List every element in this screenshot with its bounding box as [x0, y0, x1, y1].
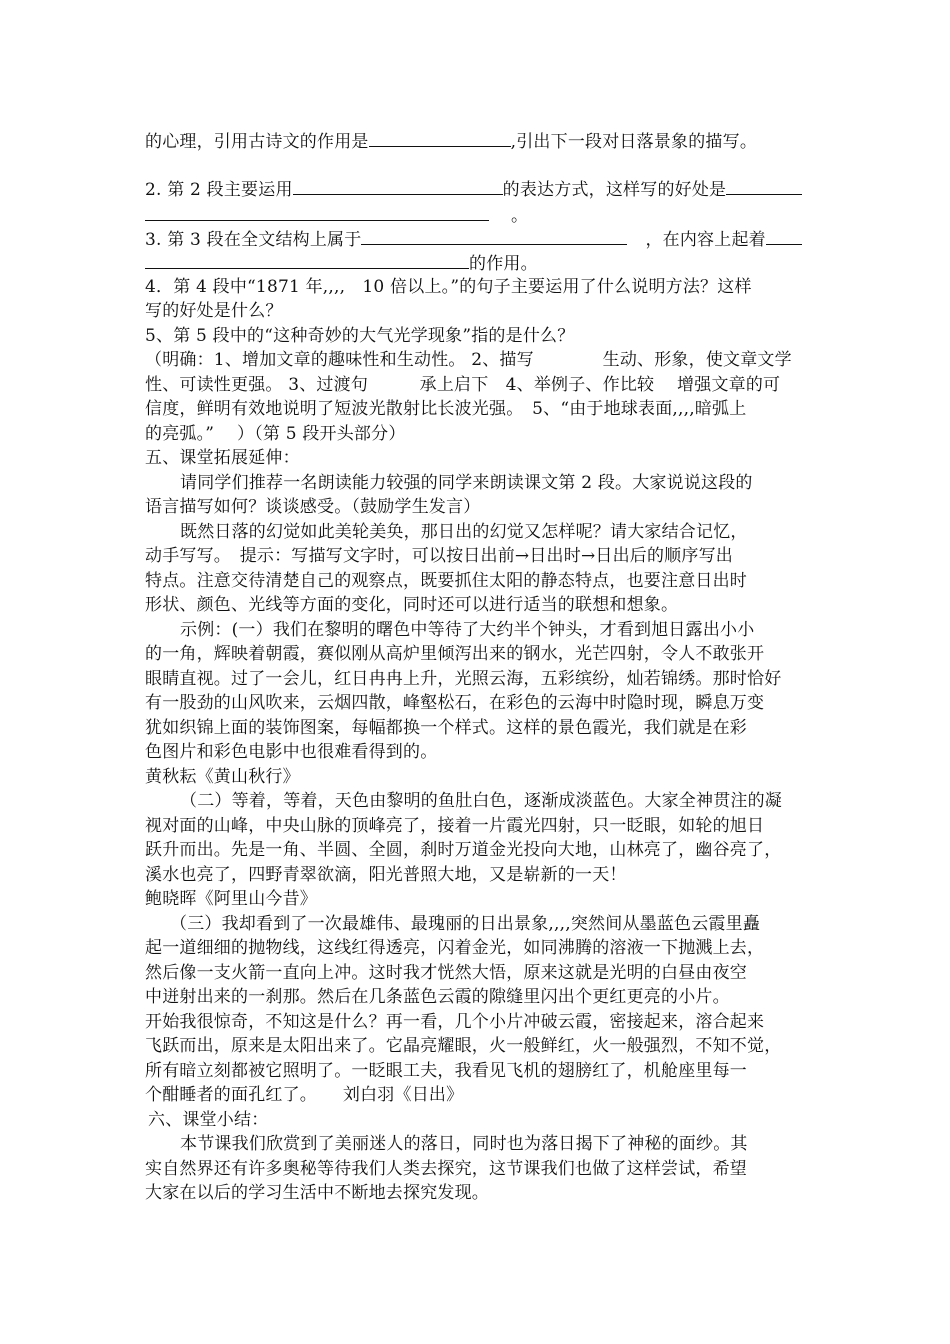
paragraph-line: 起一道细细的抛物线，这线红得透亮，闪着金光，如同沸腾的溶液一下抛溅上去， — [145, 938, 765, 958]
text-span: 的作用。 — [469, 254, 538, 274]
paragraph-line: 开始我很惊奇，不知这是什么？再一看，几个小片冲破云霞，密接起来，溶合起来 — [145, 1012, 765, 1032]
paragraph-line: 大家在以后的学习生活中不断地去探究发现。 — [145, 1183, 489, 1203]
paragraph-line: 视对面的山峰，中央山脉的顶峰亮了，接着一片霞光四射，只一眨眼，如轮的旭日 — [145, 816, 765, 836]
text-span: 3. 第 3 段在全文结构上属于 — [145, 230, 362, 250]
paragraph-line: 实自然界还有许多奥秘等待我们人类去探究，这节课我们也做了这样尝试，希望 — [145, 1159, 747, 1179]
question-2 — [145, 176, 815, 202]
answer-line: 性、可读性更强。 3、过渡句 承上启下 4、举例子、作比较 增强文章的可 — [145, 375, 781, 395]
paragraph-line: 色图片和彩色电影中也很难看得到的。 — [145, 742, 438, 762]
answer-blank — [726, 176, 802, 195]
paragraph-line: 个酣睡者的面孔红了。 刘白羽《日出》 — [145, 1085, 464, 1105]
text-line — [145, 250, 815, 276]
section-heading: 六、课堂小结： — [148, 1110, 269, 1130]
paragraph-line: 犹如织锦上面的装饰图案，每幅都换一个样式。这样的景色霞光，我们就是在彩 — [145, 718, 747, 738]
paragraph-line: 飞跃而出，原来是太阳出来了。它晶亮耀眼，火一般鲜红，火一般强烈，不知不觉， — [145, 1036, 782, 1056]
paragraph-line: 溪水也亮了，四野青翠欲滴，阳光普照大地，又是崭新的一天！ — [145, 865, 627, 885]
paragraph-line: 的一角，辉映着朝霞，赛似刚从高炉里倾泻出来的钢水，光芒四射，令人不敢张开 — [145, 644, 765, 664]
text-line — [145, 202, 815, 228]
text-span: ，在内容上起着 — [645, 230, 766, 250]
answer-line: 的亮弧。” ）（第 5 段开头部分） — [145, 424, 406, 444]
paragraph-line: 有一股劲的山风吹来，云烟四散，峰壑松石，在彩色的云海中时隐时现，瞬息万变 — [145, 693, 765, 713]
text-span: 。 — [511, 206, 529, 226]
attribution: 鲍晓晖《阿里山今昔》 — [145, 889, 317, 909]
paragraph-line: 形状、颜色、光线等方面的变化，同时还可以进行适当的联想和想象。 — [145, 595, 679, 615]
paragraph-line: 语言描写如何？谈谈感受。（鼓励学生发言） — [145, 497, 481, 517]
answer-blank — [145, 250, 469, 269]
text-span: 的表达方式，这样写的好处是 — [502, 180, 727, 200]
paragraph-line: 所有暗立刻都被它照明了。一眨眼工夫，我看见飞机的翅膀红了，机舱座里每一 — [145, 1061, 747, 1081]
text-span: 2. 第 2 段主要运用 — [145, 180, 293, 200]
text-line — [145, 128, 815, 154]
section-heading: 五、课堂拓展延伸： — [145, 448, 300, 468]
answer-line: 信度，鲜明有效地说明了短波光散射比长波光强。 5、“由于地球表面,,,,暗弧上 — [145, 399, 747, 419]
paragraph-line: 中迸射出来的一刹那。然后在几条蓝色云霞的隙缝里闪出个更红更亮的小片。 — [145, 987, 730, 1007]
paragraph-line: 动手写写。 提示：写描写文字时，可以按日出前→日出时→日出后的顺序写出 — [145, 546, 733, 566]
paragraph-line: 请同学们推荐一名朗读能力较强的同学来朗读课文第 2 段。大家说说这段的 — [180, 473, 753, 493]
question-3 — [145, 226, 815, 252]
paragraph-line: 既然日落的幻觉如此美轮美奂，那日出的幻觉又怎样呢？请大家结合记忆， — [180, 522, 748, 542]
answer-blank — [145, 202, 489, 221]
answer-blank — [293, 176, 503, 195]
answer-blank — [369, 128, 511, 147]
paragraph-line: 特点。注意交待清楚自己的观察点，既要抓住太阳的静态特点，也要注意日出时 — [145, 571, 747, 591]
text-line: 写的好处是什么？ — [145, 301, 283, 321]
paragraph-line: 跃升而出。先是一角、半圆、全圆，刹时万道金光投向大地，山林亮了，幽谷亮了， — [145, 840, 782, 860]
answer-blank — [361, 226, 627, 245]
answer-line: （明确：1、增加文章的趣味性和生动性。 2、描写 生动、形象，使文章文学 — [145, 350, 792, 370]
text-span: 的心理，引用古诗文的作用是 — [145, 132, 369, 152]
answer-blank — [766, 226, 802, 245]
paragraph-line: 本节课我们欣赏到了美丽迷人的落日，同时也为落日揭下了神秘的面纱。其 — [180, 1134, 748, 1154]
attribution: 黄秋耘《黄山秋行》 — [145, 767, 300, 787]
paragraph-line: （二）等着，等着，天色由黎明的鱼肚白色，逐渐成淡蓝色。大家全神贯注的凝 — [180, 791, 782, 811]
question-5: 5、第 5 段中的“这种奇妙的大气光学现象”指的是什么？ — [145, 326, 575, 346]
question-4: 4．第 4 段中“1871 年,,,, 10 倍以上。”的句子主要运用了什么说明方法？这样 — [145, 277, 752, 297]
paragraph-line: （三）我却看到了一次最雄伟、最瑰丽的日出景象,,,,突然间从墨蓝色云霞里矗 — [170, 914, 761, 934]
paragraph-line: 示例：(一）我们在黎明的曙色中等待了大约半个钟头，才看到旭日露出小小 — [180, 620, 755, 640]
paragraph-line: 然后像一支火箭一直向上冲。这时我才恍然大悟，原来这就是光明的白昼由夜空 — [145, 963, 747, 983]
paragraph-line: 眼睛直视。过了一会儿，红日冉冉上升，光照云海，五彩缤纷，灿若锦绣。那时恰好 — [145, 669, 782, 689]
text-span: ,引出下一段对日落景象的描写。 — [510, 132, 758, 152]
